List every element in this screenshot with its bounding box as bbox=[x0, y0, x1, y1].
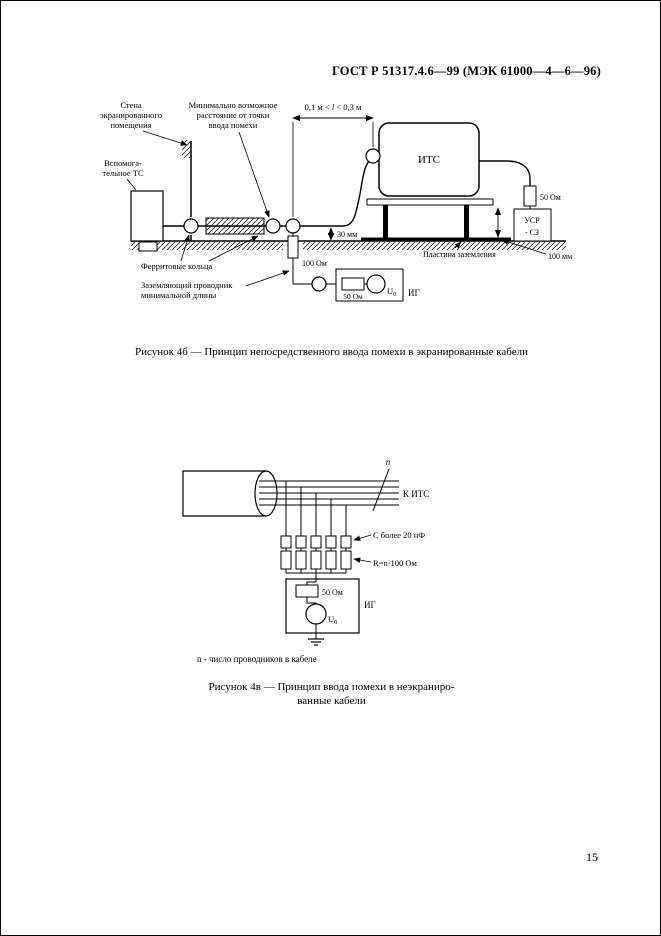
wall-leader bbox=[143, 131, 187, 145]
ground-conductor-leader bbox=[246, 271, 289, 286]
min-distance-label-line1: Минимально возможное bbox=[188, 100, 278, 110]
min-distance-label-line3: ввода помехи bbox=[208, 120, 258, 130]
injection-resistor-label: 100 Ом bbox=[302, 259, 327, 268]
conductor-count-label: n bbox=[385, 457, 391, 467]
aux-tc-box bbox=[131, 191, 163, 241]
length-dimension-label: 0,1 м < l < 0,3 м bbox=[304, 102, 362, 112]
wall-label-line3: помещения bbox=[110, 120, 152, 130]
ground-plane bbox=[131, 241, 566, 250]
figure-4v-caption bbox=[1, 680, 661, 708]
injection-resistor bbox=[288, 236, 298, 258]
conductor-count-note: n - число проводников в кабеле bbox=[197, 654, 317, 664]
cable-conductors bbox=[259, 481, 399, 505]
wall-label-line1: Стена bbox=[120, 100, 142, 110]
resistor-label: R=n·100 Ом bbox=[373, 558, 417, 568]
ferrite-ring-1 bbox=[266, 219, 280, 233]
generator-source-circle bbox=[306, 604, 326, 624]
its-entry-ring bbox=[366, 149, 380, 163]
ground-conductor-label-line2: минимальной длины bbox=[141, 290, 217, 300]
figure-4b-diagram bbox=[61, 96, 611, 316]
ground-conductor-label-line1: Заземляющий проводник bbox=[141, 280, 233, 290]
capacitor-leader bbox=[354, 535, 371, 540]
height-30mm-label: 30 мм bbox=[337, 230, 358, 239]
height-100mm-label: 100 мм bbox=[548, 252, 573, 261]
generator-resistor bbox=[296, 585, 318, 597]
injection-point-ring bbox=[286, 219, 300, 233]
capacitor-label: С более 20 нФ bbox=[373, 530, 426, 540]
min-distance-label-line2: расстояние от точки bbox=[196, 110, 270, 120]
standard-number-header: ГОСТ Р 51317.4.6—99 (МЭК 61000—4—6—96) bbox=[331, 64, 601, 78]
generator-label: ИГ bbox=[364, 600, 376, 610]
generator-voltage-label: $U_0$ bbox=[387, 286, 397, 298]
cable bbox=[163, 156, 379, 226]
ground-symbol bbox=[308, 639, 324, 645]
figure-4b-caption: Рисунок 4б — Принцип непосредственного ввода помехи в экранированные кабели bbox=[135, 346, 528, 358]
aux-tc-leader bbox=[127, 179, 136, 190]
termination-resistor bbox=[524, 186, 536, 206]
ground-plate-label: Пластина заземления bbox=[423, 250, 496, 259]
min-distance-leader bbox=[239, 132, 269, 217]
page-number: 15 bbox=[586, 850, 598, 864]
usr-label-line2: - СЗ bbox=[524, 228, 540, 237]
resistor-leader bbox=[354, 559, 371, 562]
usr-label-line1: УСР bbox=[524, 216, 540, 225]
generator-voltage-label: $U_0$ bbox=[328, 614, 338, 626]
aux-tc-ground-pad bbox=[139, 242, 157, 251]
to-its-label: К ИТС bbox=[403, 489, 430, 499]
figure-4v-caption-line2: ванные кабели bbox=[297, 695, 366, 707]
generator-resistor-label: 50 Ом bbox=[322, 588, 343, 597]
generator-connector-ring bbox=[312, 277, 326, 291]
termination-resistor-label: 50 Ом bbox=[540, 193, 561, 202]
generator-source-circle bbox=[367, 275, 385, 293]
table bbox=[367, 199, 493, 239]
generator-resistor-label: 50 Ом bbox=[343, 292, 363, 301]
ferrite-ring-block bbox=[206, 218, 264, 234]
generator-label: ИГ bbox=[408, 288, 420, 298]
wall-label-line2: экранированного bbox=[100, 110, 162, 120]
wall-feedthrough-ring bbox=[184, 219, 198, 233]
aux-tc-label-line2: тельное ТС bbox=[102, 168, 144, 178]
length-dimension bbox=[293, 118, 373, 217]
aux-tc-label-line1: Вспомога- bbox=[104, 158, 142, 168]
its-label: ИТС bbox=[418, 154, 440, 166]
coupling-network bbox=[281, 481, 351, 579]
generator-resistor bbox=[342, 278, 364, 290]
ferrite-rings-label: Ферритовые кольца bbox=[141, 261, 213, 271]
figure-4v-diagram bbox=[161, 451, 481, 676]
figure-4v-caption-line1: Рисунок 4в — Принцип ввода помехи в неэкраниро- bbox=[208, 681, 455, 693]
